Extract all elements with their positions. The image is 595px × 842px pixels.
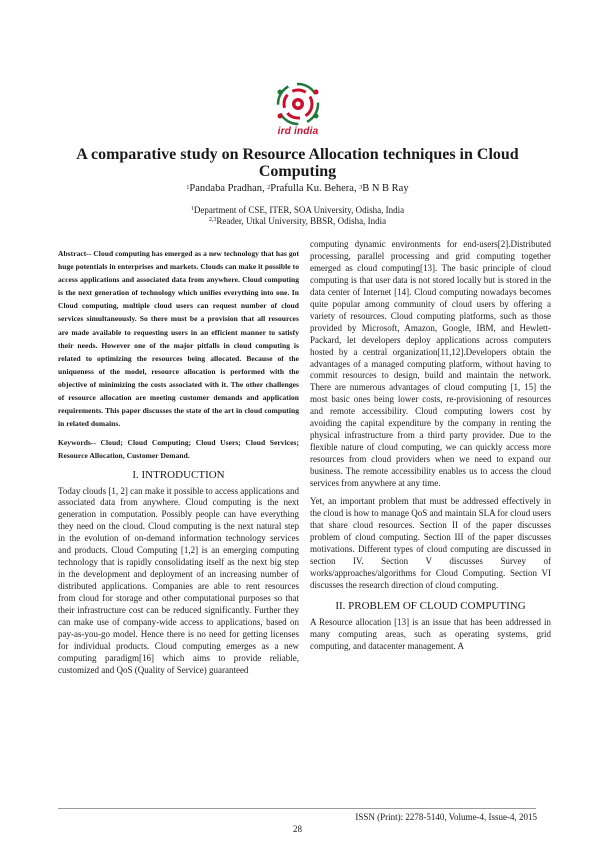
author-name: Pandaba Pradhan, bbox=[189, 183, 268, 194]
affiliation-sup: 1 bbox=[190, 206, 194, 212]
author-sup: 2 bbox=[267, 185, 271, 191]
logo-text: ird india bbox=[277, 126, 319, 137]
section-heading-introduction: I. INTRODUCTION bbox=[132, 468, 225, 481]
left-column bbox=[58, 247, 299, 683]
introduction-paragraph: Today clouds [1, 2] can make it possible to access applications and associated data from anywhere. Cloud computing is the next generation in computation. Possibly people can have everything they need on the cloud. Cloud computing is the next natural step in the evolution of on-demand information technology services and products. Cloud Computing [1,2] is an emerging computing technology that is rapidly consolidating itself as the next big step in the development and deployment of an increasing number of distributed applications. Companies are able to rent resources from cloud for storage and other computational purposes so that their infrastructure cost can be reduced significantly. Further they can make use of company-wide access to applications, based on pay-as-you-go model. Hence there is no need for getting licenses for individual products. Cloud computing emerges as a new computing paradigm[16] which aims to provide reliable, customized and QoS (Quality of Service) guaranteed bbox=[58, 485, 299, 675]
author-name: Prafulla Ku. Behera, bbox=[270, 183, 360, 194]
affiliation-sup: 2,3 bbox=[208, 217, 217, 223]
author-list bbox=[60, 183, 535, 195]
paper-title: A comparative study on Resource Allocation techniques in Cloud Computing bbox=[76, 146, 519, 180]
affiliation bbox=[60, 205, 535, 216]
affiliation bbox=[60, 216, 535, 227]
page-number: 28 bbox=[293, 824, 302, 834]
footer-rule bbox=[58, 808, 536, 809]
affiliation-text: Department of CSE, ITER, SOA University, Odisha, India bbox=[193, 205, 405, 215]
affiliation-text: Reader, Utkal University, BBSR, Odisha, India bbox=[216, 216, 387, 226]
body-paragraph: computing dynamic environments for end-users[2].Distributed processing, parallel processing and grid computing together emerged as cloud computing[13]. The basic principle of cloud computing is that user data is not stored locally but is stored in the data center of Internet [14]. Cloud computing nowadays becomes quite popular among community of cloud users by offering a variety of resources. Cloud computing platforms, such as those provided by Microsoft, Amazon, Google, IBM, and Hewlett-Packard, let developers deploy applications across computers hosted by a central organization[11,12].Developers obtain the advantages of a managed computing platform, without having to commit resources to design, build and maintain the network. There are numerous advantages of cloud computing [1, 15] the most basic ones being lower costs, re-provisioning of resources and remote accessibility. Cloud computing lowers cost by avoiding the capital expenditure by the company in renting the physical infrastructure from a third party provider. Due to the flexible nature of cloud computing, we can quickly access more resources from cloud providers when we need to expand our business. The remote accessibility enables us to access the cloud services from anywhere at any time. bbox=[310, 239, 551, 489]
logo-emblem bbox=[278, 84, 319, 124]
keywords: Keywords-- Cloud; Cloud Computing; Cloud Users; Cloud Services; Resource Allocation, Customer Demand. bbox=[58, 438, 299, 461]
issn-line: ISSN (Print): 2278-5140, Volume-4, Issue-4, 2015 bbox=[355, 812, 537, 822]
author-name: B N B Ray bbox=[362, 183, 409, 194]
author-sup: 3 bbox=[359, 185, 363, 191]
author-sup: 1 bbox=[186, 185, 190, 191]
right-column bbox=[310, 239, 551, 659]
body-paragraph: A Resource allocation [13] is an issue that has been addressed in many computing areas, such as operating systems, grid computing, and datacenter management. A bbox=[310, 616, 551, 651]
section-heading-problem: II. PROBLEM OF CLOUD COMPUTING bbox=[335, 599, 526, 612]
abstract: Abstract-- Cloud computing has emerged as a new technology that has got huge potentials in enterprises and markets. Clouds can make it possible to access applications and associated data from anywhere. Cloud computing is the next generation of technology which unifies everything into one. In Cloud computing, multiple cloud users can request number of cloud services simultaneously. So there must be a provision that all resources are made available to requesting users in an efficient manner to satisfy their needs. However one of the major pitfalls in cloud computing is related to optimizing the resources being allocated. Because of the uniqueness of the model, resource allocation is performed with the objective of minimizing the costs associated with it. The other challenges of resource allocation are meeting customer demands and application requirements. This paper discusses the state of the art in cloud computing in related domains. bbox=[58, 249, 299, 429]
body-paragraph: Yet, an important problem that must be addressed effectively in the cloud is how to manage QoS and maintain SLA for cloud users that share cloud resources. Section II of the paper discusses problem of cloud computing. Section III of the paper discusses motivations. Different types of cloud computing are discussed in section IV. Section V discusses Survey of works/approaches/algorithms for Cloud Computing. Section VI discusses the research direction of cloud computing. bbox=[310, 496, 551, 590]
